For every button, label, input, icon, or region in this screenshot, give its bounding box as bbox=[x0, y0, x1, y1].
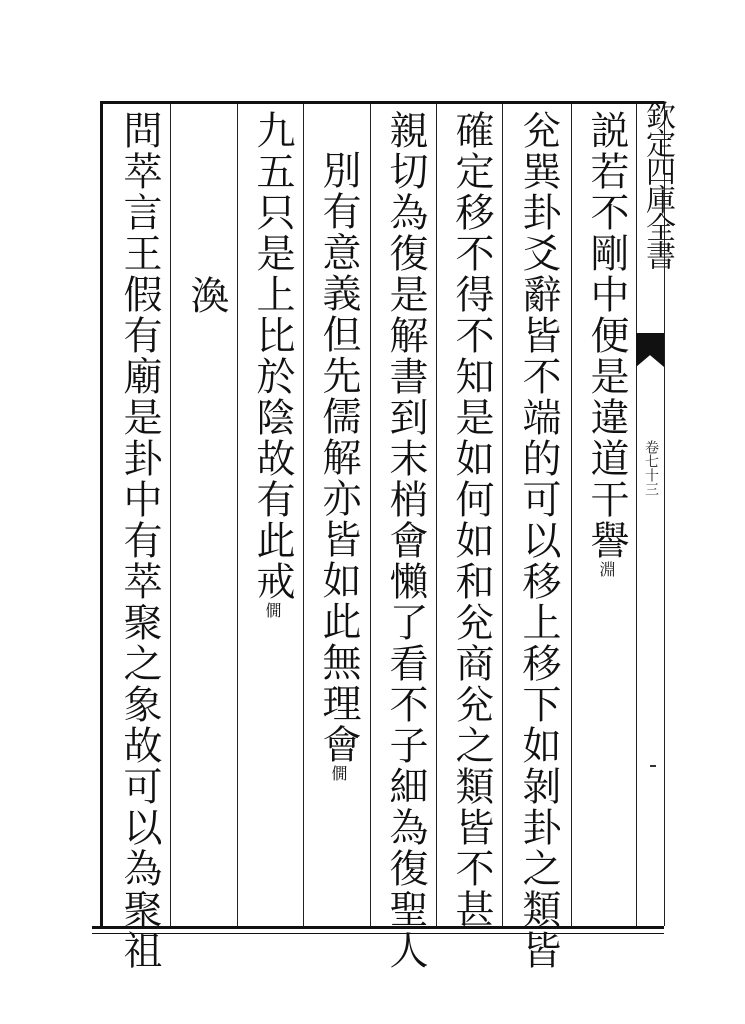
margin-tick-mark bbox=[650, 765, 656, 767]
column-text: 確定移不得不知是如何如和兊商兊之類皆不甚 bbox=[449, 110, 494, 930]
column-divider bbox=[636, 104, 637, 926]
attribution-note: 僩 bbox=[263, 602, 282, 618]
text-column-8 bbox=[112, 110, 166, 971]
column-text: 説若不剛中便是違道干譽 bbox=[584, 110, 629, 561]
column-divider bbox=[370, 104, 371, 926]
left-border-rule bbox=[100, 101, 103, 929]
text-column-6 bbox=[245, 110, 299, 618]
top-border-rule bbox=[100, 101, 664, 104]
column-divider bbox=[303, 104, 304, 926]
section-heading-column bbox=[179, 275, 233, 316]
chapter-label: 卷七十三 bbox=[643, 440, 659, 496]
column-divider bbox=[237, 104, 238, 926]
column-divider bbox=[502, 104, 503, 926]
column-divider bbox=[436, 104, 437, 926]
text-column-4 bbox=[378, 110, 432, 971]
text-column-2 bbox=[511, 110, 565, 971]
column-text: 別有意義但先儒解亦皆如此無理會 bbox=[316, 150, 361, 765]
column-divider bbox=[170, 104, 171, 926]
attribution-note: 淵 bbox=[597, 561, 616, 577]
column-divider bbox=[571, 104, 572, 926]
column-text: 九五只是上比於陰故有此戒 bbox=[250, 110, 295, 602]
text-column-1 bbox=[579, 110, 633, 577]
column-text: 兊巽卦爻辭皆不端的可以移上移下如剝卦之類皆 bbox=[516, 110, 561, 971]
text-column-5 bbox=[311, 150, 365, 781]
text-column-3 bbox=[444, 110, 498, 930]
attribution-note: 僩 bbox=[329, 765, 348, 781]
book-title: 欽定四庫全書 bbox=[640, 100, 675, 268]
column-text: 問萃言王假有廟是卦中有萃聚之象故可以為聚祖 bbox=[117, 110, 162, 971]
column-text: 親切為復是解書到末梢會懶了看不子細為復聖人 bbox=[383, 110, 428, 971]
section-heading: 渙 bbox=[184, 275, 229, 316]
